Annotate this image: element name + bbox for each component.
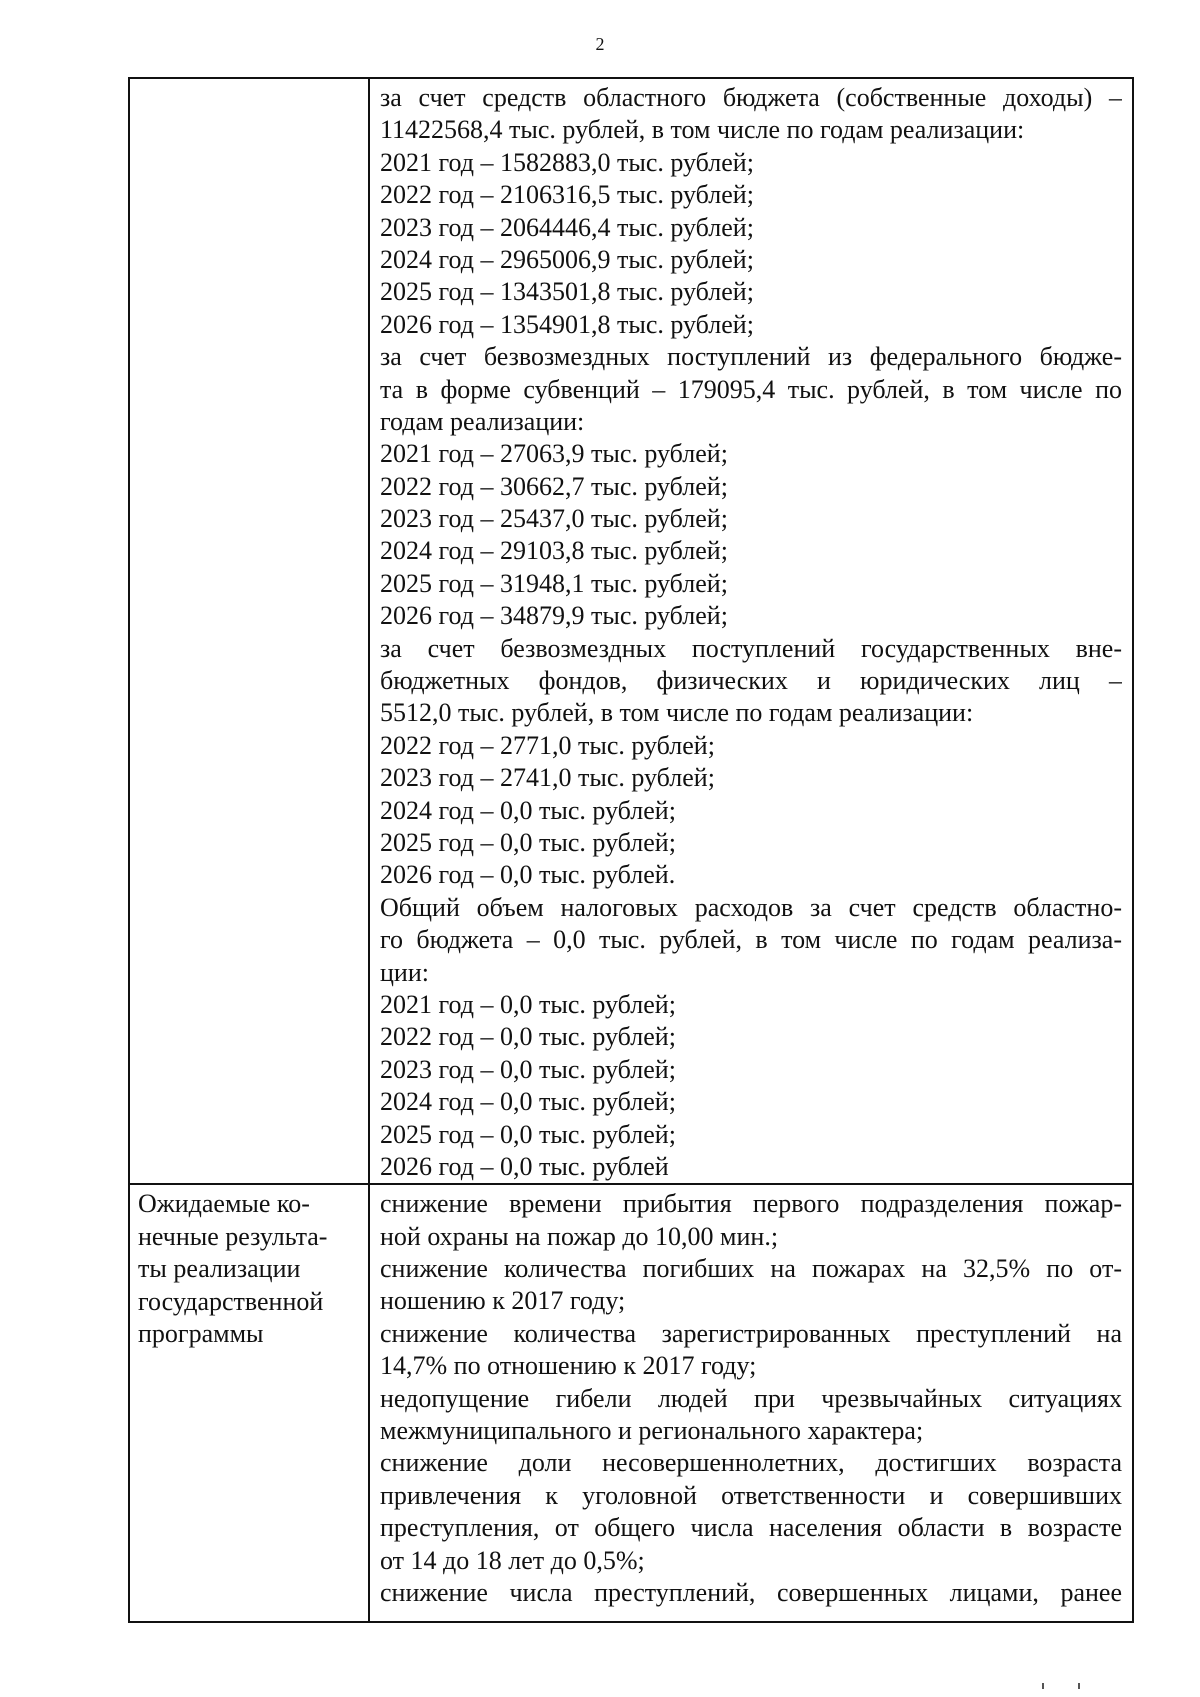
text-line: 2023 год – 25437,0 тыс. рублей; [380, 504, 728, 534]
text-line: 2021 год – 1582883,0 тыс. рублей; [380, 147, 754, 177]
text-line: за счет безвозмездных поступлений государственных вне- [380, 633, 1122, 663]
text-line: 2025 год – 1343501,8 тыс. рублей; [380, 277, 754, 307]
table-row-funding [129, 78, 1133, 1184]
text-line: привлечения к уголовной ответственности и совершивших [380, 1480, 1122, 1510]
text-line: 2022 год – 2106316,5 тыс. рублей; [380, 180, 754, 210]
text-line: 2024 год – 2965006,9 тыс. рублей; [380, 244, 754, 274]
text-line: 2023 год – 2741,0 тыс. рублей; [380, 763, 715, 793]
text-line: 14,7% по отношению к 2017 году; [380, 1351, 757, 1381]
text-line: 2026 год – 0,0 тыс. рублей [380, 1151, 669, 1181]
text-line: 2022 год – 0,0 тыс. рублей; [380, 1022, 676, 1052]
text-line: преступления, от общего числа населения области в возрасте [380, 1513, 1122, 1543]
text-line: 2021 год – 0,0 тыс. рублей; [380, 989, 676, 1019]
text-line: снижение времени прибытия первого подразделения пожар- [380, 1189, 1122, 1219]
program-passport-table [128, 77, 1134, 1623]
text-line: снижение числа преступлений, совершенных лицами, ранее [380, 1577, 1122, 1607]
text-line: 2026 год – 34879,9 тыс. рублей; [380, 601, 728, 631]
row1-right-cell [369, 78, 1133, 1184]
row-label-line: нечные результа- [138, 1221, 328, 1251]
text-line: 2022 год – 30662,7 тыс. рублей; [380, 471, 728, 501]
text-line: та в форме субвенций – 179095,4 тыс. рублей, в том числе по [380, 374, 1122, 404]
text-line: от 14 до 18 лет до 0,5%; [380, 1545, 645, 1575]
text-line: снижение количества погибших на пожарах на 32,5% по от- [380, 1254, 1122, 1284]
text-line: годам реализации: [380, 406, 585, 436]
text-line: межмуниципального и регионального характера; [380, 1416, 924, 1446]
page-number: 2 [595, 34, 605, 54]
text-line: снижение количества зарегистрированных преступлений на [380, 1318, 1122, 1348]
text-line: 2023 год – 2064446,4 тыс. рублей; [380, 212, 754, 242]
text-line: ношению к 2017 году; [380, 1286, 626, 1316]
text-line: 2025 год – 31948,1 тыс. рублей; [380, 568, 728, 598]
text-line: 2024 год – 29103,8 тыс. рублей; [380, 536, 728, 566]
row-label-line: государственной [138, 1286, 324, 1316]
row2-left-cell [129, 1184, 369, 1622]
row-label-line: Ожидаемые ко- [138, 1189, 310, 1219]
text-line: ции: [380, 957, 429, 987]
text-line: ной охраны на пожар до 10,00 мин.; [380, 1221, 779, 1251]
text-line: за счет безвозмездных поступлений из федерального бюдже- [380, 342, 1122, 372]
text-line: 2026 год – 0,0 тыс. рублей. [380, 860, 676, 890]
text-line: 5512,0 тыс. рублей, в том числе по годам реализации: [380, 698, 974, 728]
table-row-expected-results [129, 1184, 1133, 1622]
text-line: за счет средств областного бюджета (собственные доходы) – [380, 83, 1122, 112]
text-line: 2025 год – 0,0 тыс. рублей; [380, 827, 676, 857]
text-line: 2024 год – 0,0 тыс. рублей; [380, 1087, 676, 1117]
row1-left-cell [129, 78, 369, 1184]
text-line: 2025 год – 0,0 тыс. рублей; [380, 1119, 676, 1149]
text-line: 2026 год – 1354901,8 тыс. рублей; [380, 309, 754, 339]
scan-mark [1042, 1683, 1080, 1689]
text-line: 2024 год – 0,0 тыс. рублей; [380, 795, 676, 825]
text-line: снижение доли несовершеннолетних, достигших возраста [380, 1448, 1122, 1478]
text-line: 2021 год – 27063,9 тыс. рублей; [380, 439, 728, 469]
row-label-line: ты реализации [138, 1254, 301, 1284]
text-line: 2022 год – 2771,0 тыс. рублей; [380, 730, 715, 760]
text-line: Общий объем налоговых расходов за счет средств областно- [380, 892, 1122, 922]
text-line: го бюджета – 0,0 тыс. рублей, в том числе по годам реализа- [380, 925, 1122, 955]
text-line: 2023 год – 0,0 тыс. рублей; [380, 1054, 676, 1084]
text-line: бюджетных фондов, физических и юридических лиц – [380, 666, 1122, 696]
text-line: 11422568,4 тыс. рублей, в том числе по годам реализации: [380, 115, 1025, 145]
text-line: недопущение гибели людей при чрезвычайных ситуациях [380, 1383, 1122, 1413]
row-label-line: программы [138, 1318, 264, 1348]
row2-right-cell [369, 1184, 1133, 1622]
